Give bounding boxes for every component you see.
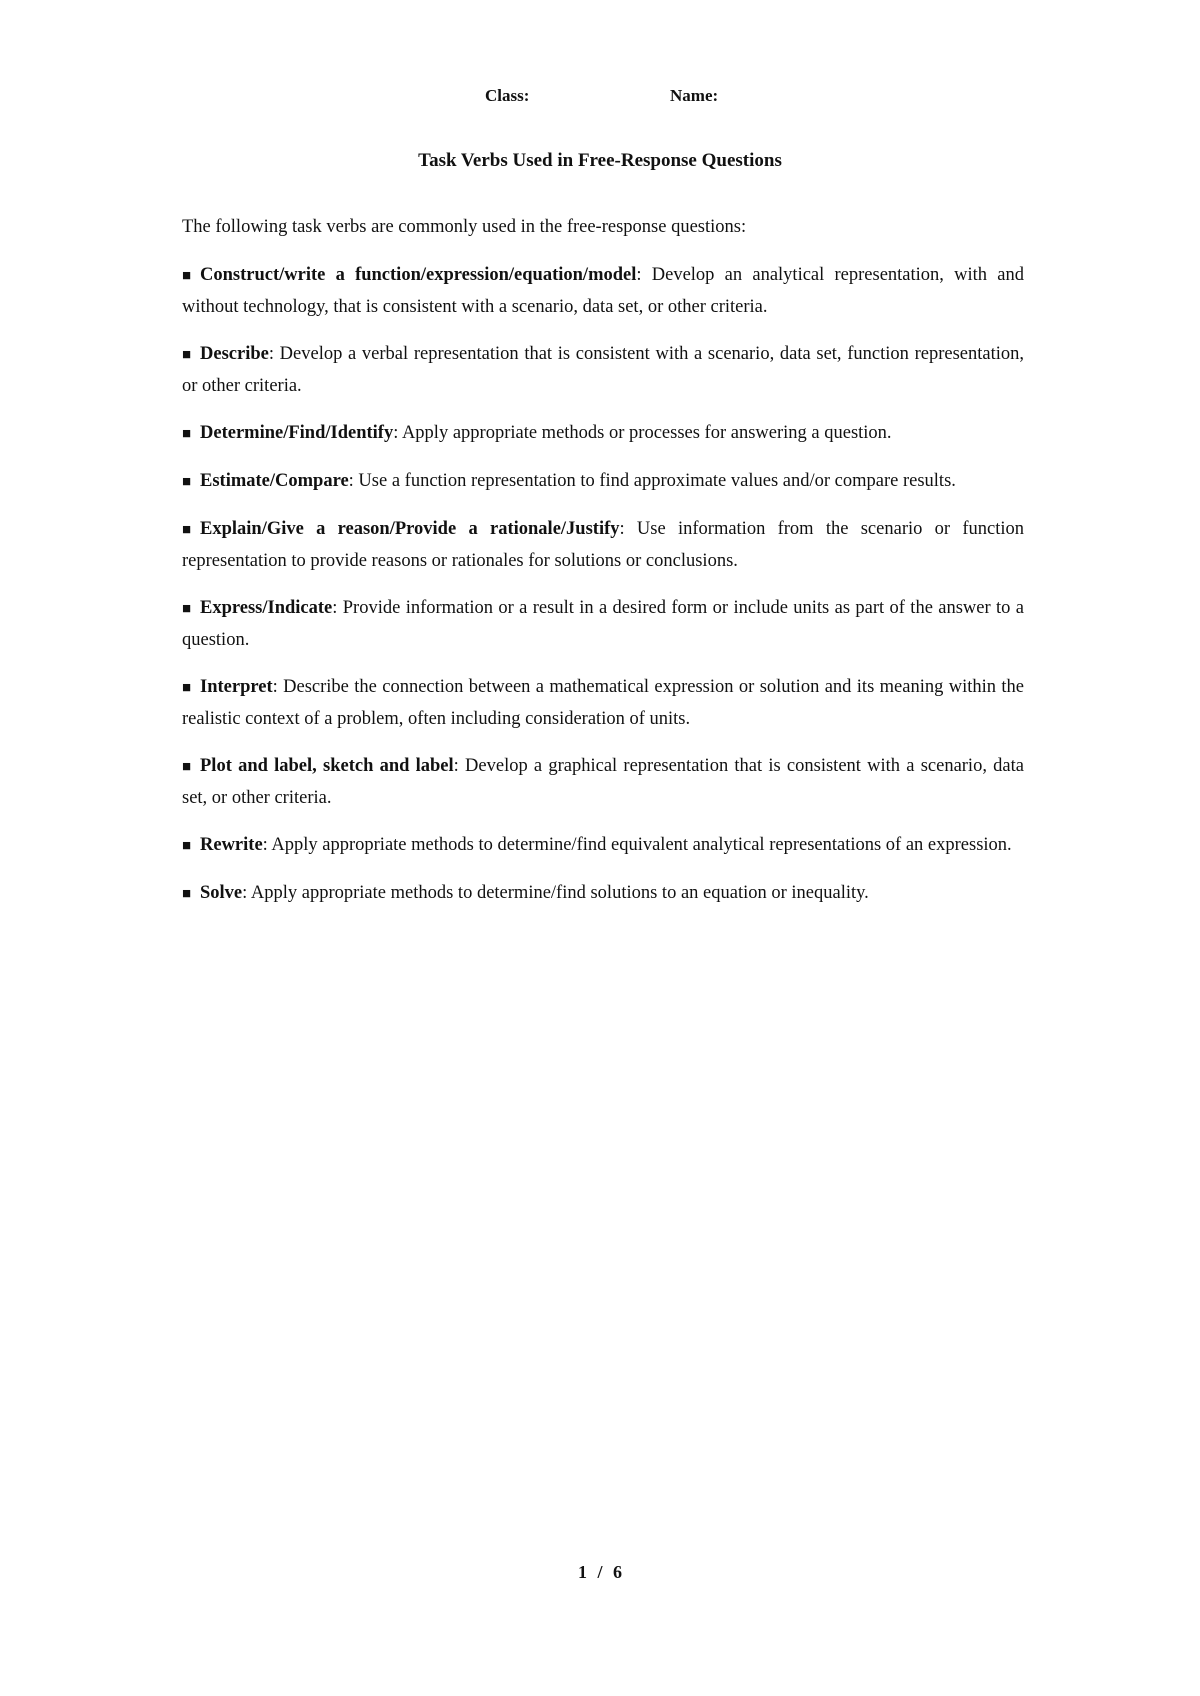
square-bullet-icon: ■ <box>182 886 192 902</box>
square-bullet-icon: ■ <box>182 474 192 490</box>
task-verb-description: : Develop a graphical representation that is consistent with a scenario, data set, or other criteria. <box>182 756 1024 808</box>
task-verb-description: : Develop an analytical representation, with and without technology, that is consistent with a scenario, data set, or other criteria. <box>182 265 1024 317</box>
task-verb-item <box>182 514 1024 577</box>
task-verb: Describe <box>200 344 269 364</box>
name-label: Name: <box>670 86 719 105</box>
intro-paragraph: The following task verbs are commonly used in the free-response questions: <box>182 217 747 237</box>
task-verb-description: : Provide information or a result in a desired form or include units as part of the answer to a question. <box>182 598 1024 650</box>
task-verb-description: : Use a function representation to find approximate values and/or compare results. <box>348 471 956 491</box>
class-name-header <box>0 86 1200 110</box>
square-bullet-icon: ■ <box>182 347 192 363</box>
task-verb: Rewrite <box>200 835 263 855</box>
task-verb-description: : Apply appropriate methods or processes for answering a question. <box>393 423 892 443</box>
task-verb-description: : Develop a verbal representation that is consistent with a scenario, data set, function representation, or other criteria. <box>182 344 1024 396</box>
page-number: 1 / 6 <box>577 1562 622 1582</box>
document-body <box>182 212 1024 926</box>
square-bullet-icon: ■ <box>182 601 192 617</box>
square-bullet-icon: ■ <box>182 522 192 538</box>
task-verb: Plot and label, sketch and label <box>200 756 454 776</box>
task-verb: Construct/write a function/expression/equation/model <box>200 265 637 285</box>
task-verb-item <box>182 466 1024 498</box>
class-label: Class: <box>485 86 530 105</box>
task-verb-item <box>182 339 1024 402</box>
task-verb-description: : Apply appropriate methods to determine/find equivalent analytical representations of an expression. <box>262 835 1012 855</box>
task-verb-item <box>182 830 1024 862</box>
task-verb-description: : Apply appropriate methods to determine/find solutions to an equation or inequality. <box>242 883 869 903</box>
task-verb-item <box>182 878 1024 910</box>
square-bullet-icon: ■ <box>182 680 192 696</box>
task-verb: Explain/Give a reason/Provide a rationale/Justify <box>200 519 620 539</box>
task-verb: Estimate/Compare <box>200 471 349 491</box>
task-verb: Determine/Find/Identify <box>200 423 394 443</box>
task-verb: Express/Indicate <box>200 598 333 618</box>
task-verb-item <box>182 260 1024 323</box>
task-verb-item <box>182 593 1024 656</box>
square-bullet-icon: ■ <box>182 838 192 854</box>
task-verb-description: : Use information from the scenario or function representation to provide reasons or rationales for solutions or conclusions. <box>182 519 1024 571</box>
task-verb: Solve <box>200 883 243 903</box>
document-title: Task Verbs Used in Free-Response Questions <box>418 150 782 171</box>
task-verb-description: : Describe the connection between a mathematical expression or solution and its meaning within the realistic context of a problem, often including consideration of units. <box>182 677 1024 729</box>
square-bullet-icon: ■ <box>182 759 192 775</box>
square-bullet-icon: ■ <box>182 426 192 442</box>
task-verb-item <box>182 751 1024 814</box>
task-verb-item <box>182 672 1024 735</box>
square-bullet-icon: ■ <box>182 268 192 284</box>
task-verb-item <box>182 418 1024 450</box>
task-verb: Interpret <box>200 677 273 697</box>
